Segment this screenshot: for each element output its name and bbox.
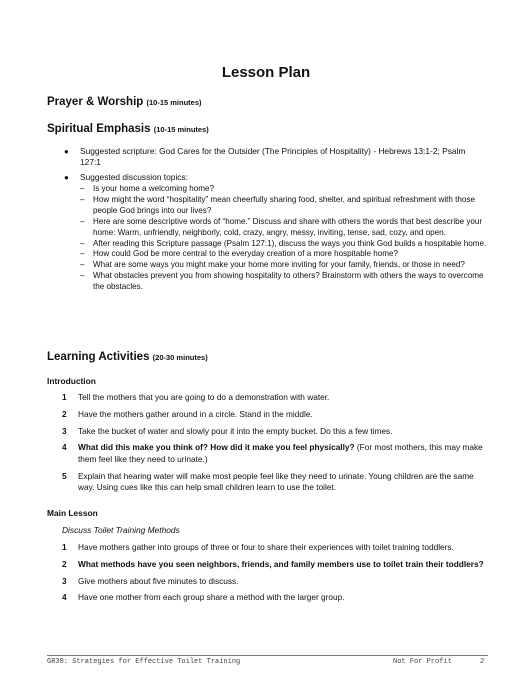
bullet-icon: ● bbox=[64, 147, 69, 156]
list-item: 2 What methods have you seen neighbors, friends, and family members use to toilet train their toddlers? bbox=[62, 558, 484, 569]
list-item: – Here are some descriptive words of “home.” Discuss and share with others the words that best describe your home: Warm, unfriendly, neighborly, cold, crazy, angry, messy, inviting, tense, sad, cozy, and open. bbox=[80, 216, 483, 237]
list-item: 3 Give mothers about five minutes to discuss. bbox=[62, 575, 239, 586]
list-item: 2 Have the mothers gather around in a circle. Stand in the middle. bbox=[62, 408, 313, 419]
footer-license: Not For Profit bbox=[393, 658, 452, 666]
list-item: 1 Tell the mothers that you are going to do a demonstration with water. bbox=[62, 392, 330, 402]
list-item: 3 Take the bucket of water and slowly pour it into the empty bucket. Do this a few times. bbox=[62, 425, 393, 436]
bullet-icon: ● bbox=[64, 173, 69, 182]
prayer-heading-label: Prayer & Worship bbox=[47, 96, 144, 108]
list-item: 1 Have mothers gather into groups of three or four to share their experiences with toilet training toddlers. bbox=[62, 542, 454, 552]
dash-icon: – bbox=[80, 194, 85, 204]
dash-icon: – bbox=[80, 249, 85, 259]
spiritual-heading-label: Spiritual Emphasis bbox=[47, 123, 151, 135]
dash-icon: – bbox=[80, 260, 85, 270]
list-item: 5 Explain that hearing water will make most people feel like they need to urinate. Young children are the same way. Using cues like this can help small children learn to use the toilet. bbox=[62, 470, 474, 493]
topics-bullet bbox=[64, 172, 484, 183]
list-item: 4 Have one mother from each group share a method with the larger group. bbox=[62, 592, 345, 603]
list-item: – After reading this Scripture passage (Psalm 127:1), discuss the ways you think God builds a hospitable home. bbox=[80, 238, 487, 248]
list-item: – How might the word “hospitality” mean cheerfully sharing food, shelter, and spiritual refreshment with those people God brings into our lives? bbox=[80, 194, 475, 215]
introduction-list bbox=[62, 392, 492, 499]
topics-text: Suggested discussion topics: bbox=[80, 172, 189, 182]
dash-icon: – bbox=[80, 216, 85, 226]
list-item: – How could God be more central to the everyday creation of a more hospitable home? bbox=[80, 249, 399, 259]
footer-page-number: 2 bbox=[480, 658, 485, 666]
dash-icon: – bbox=[80, 184, 85, 193]
main-lesson-list bbox=[62, 542, 492, 609]
learning-heading-label: Learning Activities bbox=[47, 351, 150, 363]
dash-icon: – bbox=[80, 238, 85, 248]
learning-heading-time: (20-30 minutes) bbox=[152, 353, 208, 362]
main-lesson-subheading: Discuss Toilet Training Methods bbox=[62, 525, 180, 535]
footer-divider bbox=[47, 655, 488, 656]
scripture-bullet bbox=[64, 146, 484, 169]
spiritual-heading-time: (10-15 minutes) bbox=[153, 125, 209, 134]
main-lesson-heading: Main Lesson bbox=[47, 508, 98, 518]
list-item: 4 What did this make you think of? How did it make you feel physically? (For most mothers, this may make them feel like they need to urinate.) bbox=[62, 442, 483, 464]
footer-title: GR30: Strategies for Effective Toilet Training bbox=[47, 658, 241, 666]
prayer-heading bbox=[47, 96, 202, 108]
learning-heading bbox=[47, 351, 208, 363]
spiritual-heading bbox=[47, 123, 209, 135]
scripture-text: Suggested scripture: God Cares for the Outsider (The Principles of Hospitality) - Hebrews 13:1-2; Psalm 127:1 bbox=[80, 146, 466, 168]
list-item: – What are some ways you might make your home more inviting for your family, friends, or those in need? bbox=[80, 260, 465, 270]
introduction-heading: Introduction bbox=[47, 376, 96, 386]
discussion-topics-list bbox=[80, 184, 490, 293]
prayer-heading-time: (10-15 minutes) bbox=[146, 98, 202, 107]
list-item: – Is your home a welcoming home? bbox=[80, 184, 215, 193]
dash-icon: – bbox=[80, 271, 85, 281]
list-item: – What obstacles prevent you from showing hospitality to others? Brainstorm with others the ways to overcome the obstacles. bbox=[80, 271, 484, 292]
page-title: Lesson Plan bbox=[221, 64, 311, 81]
